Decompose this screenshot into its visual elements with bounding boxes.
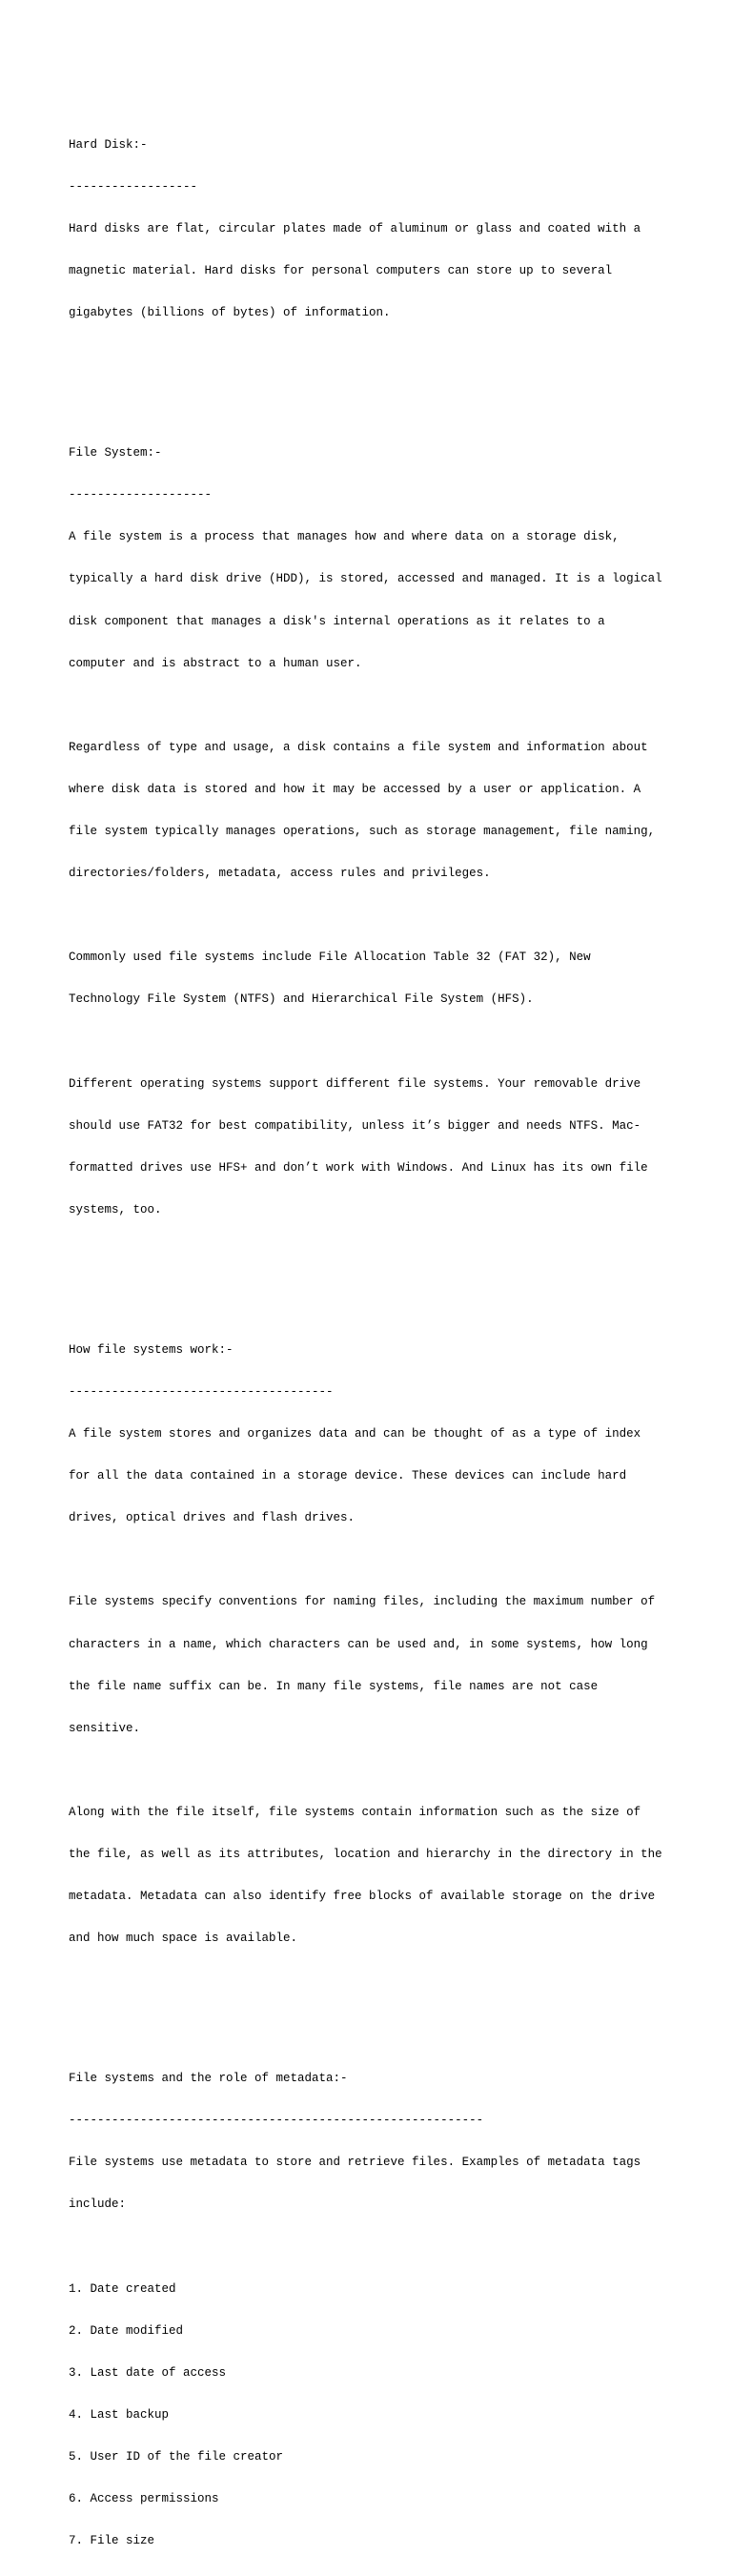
paragraph-line: computer and is abstract to a human user. — [69, 656, 362, 670]
paragraph-line: A file system stores and organizes data and can be thought of as a type of index — [69, 1427, 641, 1441]
paragraph-line: Different operating systems support different file systems. Your removable drive — [69, 1076, 641, 1091]
list-item: 6. Access permissions — [69, 2492, 219, 2506]
paragraph-line: and how much space is available. — [69, 1932, 298, 1946]
paragraph-line: sensitive. — [69, 1721, 141, 1735]
paragraph-line: disk component that manages a disk's internal operations as it relates to a — [69, 614, 605, 628]
paragraph-line: systems, too. — [69, 1202, 162, 1216]
paragraph-line: formatted drives use HFS+ and don’t work with Windows. And Linux has its own file — [69, 1160, 648, 1175]
paragraph-line: Commonly used file systems include File Allocation Table 32 (FAT 32), New — [69, 951, 591, 965]
paragraph-line: for all the data contained in a storage device. These devices can include hard — [69, 1469, 627, 1483]
list-item: 3. Last date of access — [69, 2365, 227, 2380]
paragraph-line: Along with the file itself, file systems contain information such as the size of — [69, 1805, 641, 1819]
paragraph-line: include: — [69, 2198, 127, 2212]
heading-underline: -------------------- — [69, 488, 213, 502]
section-heading: Hard Disk:- — [69, 137, 148, 152]
list-item: 7. File size — [69, 2534, 155, 2548]
section-heading: File System:- — [69, 446, 162, 460]
paragraph-line: characters in a name, which characters can be used and, in some systems, how long — [69, 1637, 648, 1651]
paragraph-line: A file system is a process that manages how and where data on a storage disk, — [69, 530, 620, 544]
paragraph-line: drives, optical drives and flash drives. — [69, 1511, 356, 1525]
heading-underline: ------------------------------------- — [69, 1384, 334, 1399]
paragraph-line: File systems specify conventions for naming files, including the maximum number of — [69, 1595, 656, 1609]
paragraph-line: where disk data is stored and how it may be accessed by a user or application. A — [69, 782, 641, 796]
paragraph-line: Technology File System (NTFS) and Hierarchical File System (HFS). — [69, 992, 534, 1007]
document-page — [69, 82, 679, 2576]
paragraph-line: Hard disks are flat, circular plates made of aluminum or glass and coated with a — [69, 222, 641, 235]
list-item: 4. Last backup — [69, 2407, 170, 2422]
paragraph-line: File systems use metadata to store and retrieve files. Examples of metadata tags — [69, 2156, 641, 2170]
list-item: 5. User ID of the file creator — [69, 2450, 284, 2464]
paragraph-line: should use FAT32 for best compatibility, unless it’s bigger and needs NTFS. Mac- — [69, 1118, 641, 1133]
list-item: 1. Date created — [69, 2281, 176, 2296]
paragraph-line: directories/folders, metadata, access rules and privileges. — [69, 867, 491, 881]
paragraph-line: magnetic material. Hard disks for personal computers can store up to several — [69, 264, 613, 278]
paragraph-line: the file name suffix can be. In many file systems, file names are not case — [69, 1679, 599, 1693]
heading-underline: ---------------------------------------------------------- — [69, 2114, 484, 2128]
paragraph-line: gigabytes (billions of bytes) of information. — [69, 306, 391, 320]
paragraph-line: typically a hard disk drive (HDD), is stored, accessed and managed. It is a logical — [69, 572, 662, 586]
heading-underline: ------------------ — [69, 179, 198, 194]
list-item: 2. Date modified — [69, 2323, 184, 2338]
paragraph-line: file system typically manages operations, such as storage management, file naming, — [69, 825, 656, 839]
section-heading: How file systems work:- — [69, 1342, 234, 1357]
section-heading: File systems and the role of metadata:- — [69, 2072, 348, 2086]
paragraph-line: Regardless of type and usage, a disk contains a file system and information about — [69, 740, 648, 754]
paragraph-line: metadata. Metadata can also identify free blocks of available storage on the drive — [69, 1890, 656, 1904]
paragraph-line: the file, as well as its attributes, location and hierarchy in the directory in the — [69, 1848, 662, 1861]
